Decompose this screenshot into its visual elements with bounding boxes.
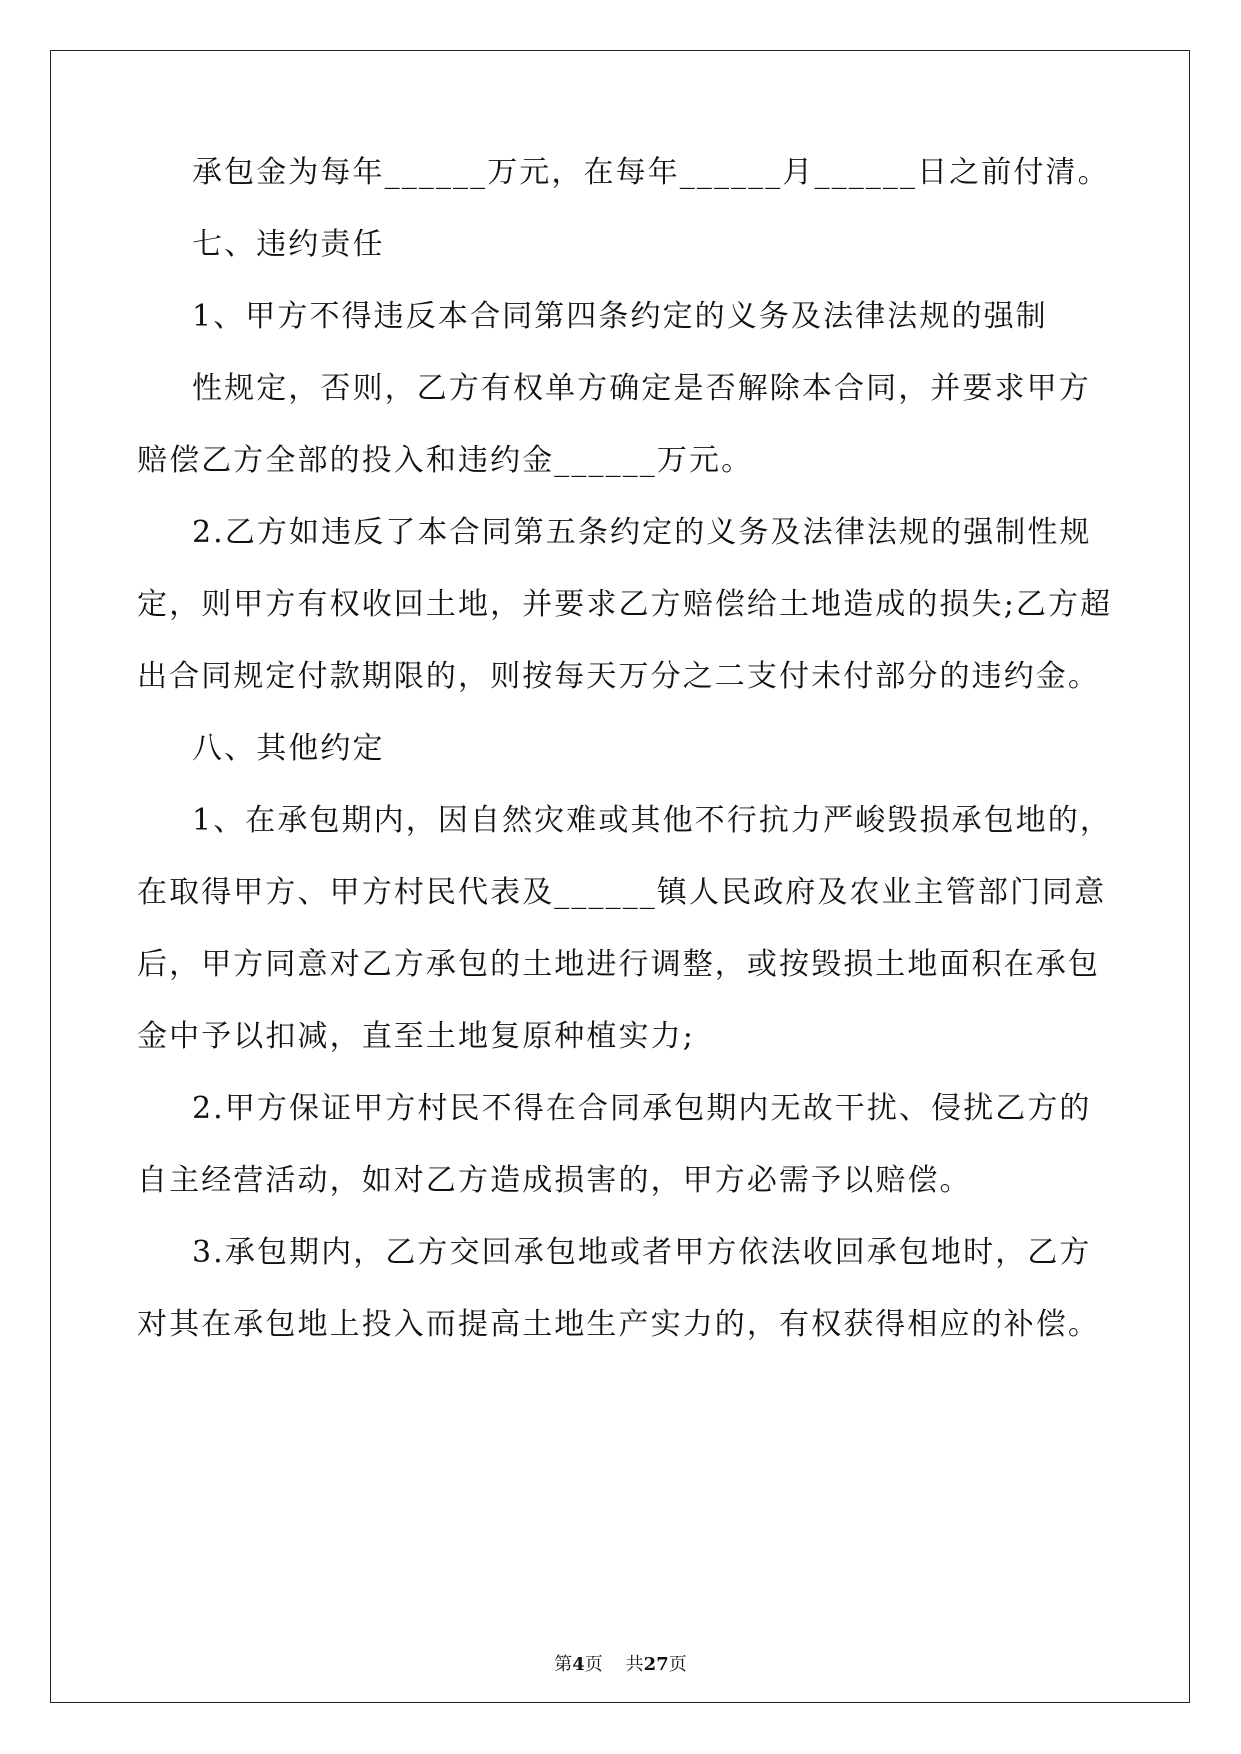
page-footer <box>0 1654 1241 1676</box>
paragraph-line: 在取得甲方、甲方村民代表及______镇人民政府及农业主管部门同意 <box>137 875 1107 910</box>
paragraph-line: 后，甲方同意对乙方承包的土地进行调整，或按毁损土地面积在承包 <box>137 947 1100 982</box>
current-page-number: 4 <box>572 1654 585 1675</box>
paragraph-line: 承包金为每年______万元，在每年______月______日之前付清。 <box>192 155 1110 190</box>
paragraph-line: 2.乙方如违反了本合同第五条约定的义务及法律法规的强制性规 <box>192 515 1092 550</box>
paragraph-line: 对其在承包地上投入而提高土地生产实力的，有权获得相应的补偿。 <box>137 1307 1100 1342</box>
paragraph-line: 出合同规定付款期限的，则按每天万分之二支付未付部分的违约金。 <box>137 659 1100 694</box>
paragraph-line: 定，则甲方有权收回土地，并要求乙方赔偿给土地造成的损失;乙方超 <box>137 587 1113 622</box>
paragraph-line: 1、在承包期内，因自然灾难或其他不行抗力严峻毁损承包地的， <box>192 803 1112 838</box>
total-page-count: 27 <box>643 1654 669 1675</box>
footer-prefix: 第 <box>554 1654 573 1675</box>
paragraph-line: 自主经营活动，如对乙方造成损害的，甲方必需予以赔偿。 <box>137 1163 972 1198</box>
paragraph-line: 金中予以扣减，直至土地复原种植实力; <box>137 1019 695 1054</box>
footer-page-word: 页 <box>584 1654 603 1675</box>
paragraph-line: 赔偿乙方全部的投入和违约金______万元。 <box>137 443 754 478</box>
section-heading: 七、违约责任 <box>192 227 385 262</box>
paragraph-line: 3.承包期内，乙方交回承包地或者甲方依法收回承包地时，乙方 <box>192 1235 1092 1270</box>
footer-total-suffix: 页 <box>668 1654 687 1675</box>
paragraph-line: 性规定，否则，乙方有权单方确定是否解除本合同，并要求甲方 <box>192 371 1091 406</box>
paragraph-line: 1、甲方不得违反本合同第四条约定的义务及法律法规的强制 <box>192 299 1048 334</box>
paragraph-line: 2.甲方保证甲方村民不得在合同承包期内无故干扰、侵扰乙方的 <box>192 1091 1092 1126</box>
section-heading: 八、其他约定 <box>192 731 385 766</box>
footer-total-prefix: 共 <box>625 1654 644 1675</box>
